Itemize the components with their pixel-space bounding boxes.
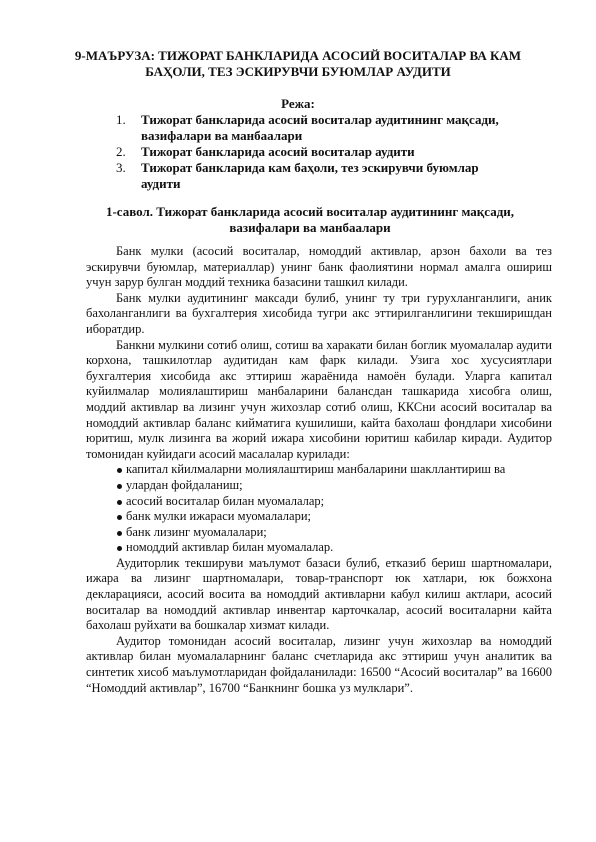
bullet-item <box>116 509 552 525</box>
bullet-text: номоддий активлар билан муомалалар. <box>126 540 334 555</box>
plan-item-text: Тижорат банкларида асосий воситалар аудити <box>141 144 415 159</box>
bullet-text: капитал кйилмаларни молиялаштириш манбаларини шакллантириш ва <box>126 462 506 477</box>
bullet-icon <box>117 500 122 505</box>
bullet-item <box>116 462 552 478</box>
bullet-text: улардан фойдаланиш; <box>126 477 243 492</box>
plan-item-text: Тижорат банкларида кам баҳоли, тез эскирувчи буюмлар аудити <box>141 160 479 191</box>
plan-item <box>116 112 516 144</box>
bullet-list <box>86 462 552 556</box>
bullet-icon <box>117 484 122 489</box>
section-title: 1-савол. Тижорат банкларида асосий воситалар аудитининг мақсади, вазифалари ва манбаалари <box>105 204 515 235</box>
plan-item-number: 1. <box>116 112 126 127</box>
bullet-text: банк лизинг муомалалари; <box>126 524 267 539</box>
plan-item-text: Тижорат банкларида асосий воситалар аудитининг мақсади, вазифалари ва манбаалари <box>141 112 499 143</box>
bullet-icon <box>117 531 122 536</box>
bullet-text: асосий воситалар билан муомалалар; <box>126 493 325 508</box>
plan-list <box>116 112 516 192</box>
paragraph: Аудитор томонидан асосий воситалар, лизинг учун жихозлар ва номоддий активлар билан муомалаларнинг баланс счетларида акс эттириш учун аналитик ва синтетик хисоб маълумотларидан фойдаланилади: 16500 “Асосий воситалар” ва 16600 “Номоддий активлар”, 16700 “Банкнинг бошка уз мулклари”. <box>86 633 552 695</box>
bullet-item <box>116 494 552 510</box>
lecture-title: 9-МАЪРУЗА: ТИЖОРАТ БАНКЛАРИДА АСОСИЙ ВОСИТАЛАР ВА КАМ БАҲОЛИ, ТЕЗ ЭСКИРУВЧИ БУЮМЛАР АУДИТИ <box>74 48 522 79</box>
plan-item-number: 2. <box>116 144 126 159</box>
plan-item <box>116 160 516 192</box>
plan-heading: Режа: <box>281 96 315 111</box>
plan-item <box>116 144 516 160</box>
bullet-text: банк мулки ижараси муомалалари; <box>126 509 312 524</box>
bullet-item <box>116 478 552 494</box>
bullet-icon <box>117 515 122 520</box>
bullet-item <box>116 540 552 556</box>
paragraph: Банк мулки (асосий воситалар, номоддий активлар, арзон бахоли ва тез эскирувчи буюмлар, материаллар) унинг банк фаолиятини нормал амалга ошириш учун зарур булган моддий техника базасини ташкил килади. <box>86 244 552 290</box>
bullet-item <box>116 525 552 541</box>
plan-item-number: 3. <box>116 160 126 175</box>
paragraph: Банк мулки аудитининг максади булиб, унинг ту три гурухланганлиги, аник бахоланганлиги ва бухгалтерия хисобида тугри акс эттирилганлигини текширишдан иборатдир. <box>86 290 552 336</box>
paragraph: Банкни мулкини сотиб олиш, сотиш ва харакати билан боглик муомалалар аудити корхона, ташкилотлар аудитидан кам фарк килади. Узига хос хусусиятлари бухгалтерия хисобида акс эттириш жараёнида намоён булади. Уларга капитал куйилмалар молиялаштириш манбаларини балансдан ташкарида хисобга олиш, моддий активлар ва лизинг учун жихозлар сотиб олиш, ККСни асосий воситалар ва номоддий активлар баланс кийматига кушилиши, кайта бахолаш фондлари хисобини юритиш, мулк лизинга ва жорий ижара хисобини юритиш кабилар киради. Аудитор томонидан куйидаги асосий масалалар курилади: <box>86 337 552 461</box>
bullet-icon <box>117 468 122 473</box>
bullet-icon <box>117 546 122 551</box>
paragraph: Аудиторлик текшируви маълумот базаси булиб, етказиб бериш шартномалари, ижара ва лизинг шартномалари, товар-транспорт юк хатлари, юк божхона декларацияси, асосий восита ва номоддий активларни кабул килиш актлари, асосий воситалар ва номоддий активлар инвентар карточкалар, асосий воситаларни кайта бахолаш руйхати ва бошкалар хизмат килади. <box>86 555 552 633</box>
body-text <box>86 244 552 696</box>
